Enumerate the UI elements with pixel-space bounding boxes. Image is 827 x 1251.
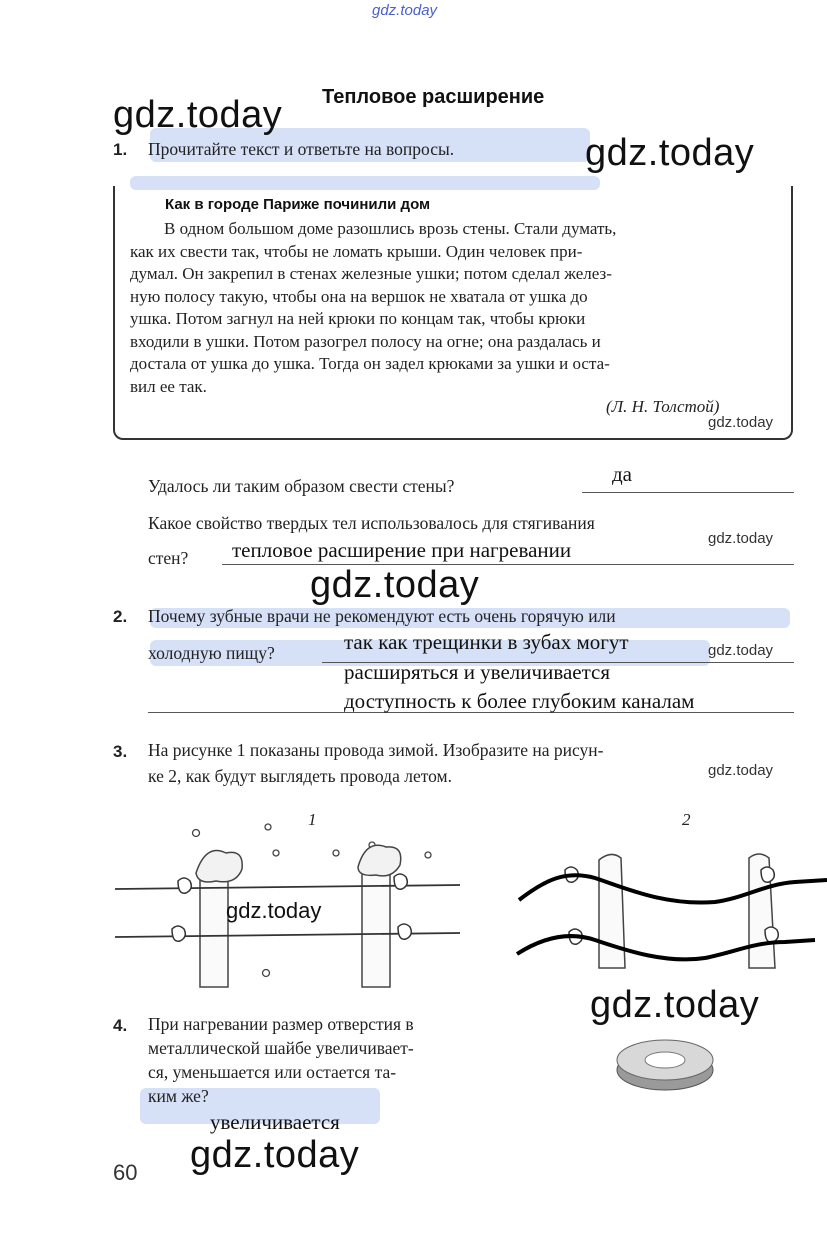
story-line: вил ее так. — [130, 376, 207, 396]
story-text — [130, 218, 774, 398]
question-text: Почему зубные врачи не рекомендуют есть очень горячую или — [148, 606, 616, 626]
question-text: Прочитайте текст и ответьте на вопросы. — [148, 139, 455, 159]
watermark-small: gdz.today — [708, 530, 774, 547]
page-number: 60 — [113, 1160, 138, 1185]
story-line: ную полосу такую, чтобы она на вершок не хватала от ушка до — [130, 286, 588, 306]
watermark-large: gdz.today — [590, 984, 760, 1026]
question-number: 3. — [113, 742, 128, 761]
figure-2-label: 2 — [682, 810, 691, 829]
watermark-top: gdz.today — [372, 2, 438, 19]
handwritten-answer: доступность к более глубоким каналам — [344, 689, 695, 713]
story-line: достала от ушка до ушка. Тогда он задел крюками за ушки и оста- — [130, 354, 610, 373]
story-line: В одном большом доме разошлись врозь стены. Стали думать, — [164, 219, 617, 238]
handwritten-answer: расширяться и увеличивается — [344, 660, 611, 684]
story-author: (Л. Н. Толстой) — [606, 397, 720, 416]
question-text: ке 2, как будут выглядеть провода летом. — [148, 766, 453, 786]
watermark-large: gdz.today — [190, 1134, 360, 1176]
question-text: металлической шайбе увеличивает- — [148, 1038, 414, 1058]
question-text: ким же? — [148, 1086, 209, 1106]
story-title: Как в городе Париже починили дом — [165, 196, 431, 213]
handwritten-answer: тепловое расширение при нагревании — [232, 538, 572, 562]
handwritten-answer: так как трещинки в зубах могут — [344, 630, 629, 654]
watermark-medium: gdz.today — [226, 898, 322, 923]
question-text: При нагревании размер отверстия в — [148, 1014, 414, 1034]
handwritten-answer: да — [612, 462, 633, 486]
watermark-large: gdz.today — [310, 564, 480, 606]
story-line: как их свести так, чтобы не ломать крыши. Один человек при- — [130, 241, 583, 261]
watermark-large: gdz.today — [585, 132, 755, 174]
story-line: входили в ушки. Потом разогрел полосу на огне; она раздалась и — [130, 331, 601, 351]
question-text: холодную пищу? — [148, 643, 275, 663]
subquestion-text: Какое свойство твердых тел использовалось для стягивания — [148, 513, 595, 533]
figure-2-summer-wires — [515, 840, 827, 970]
washer-illustration — [610, 1030, 720, 1100]
story-line: ушка. Потом загнул на ней крюки по концам так, чтобы крюки — [130, 309, 586, 328]
handwritten-answer: увеличивается — [210, 1110, 340, 1134]
watermark-small: gdz.today — [708, 642, 774, 659]
story-line: думал. Он закрепил в стенах железные ушки; потом сделал желез- — [130, 264, 612, 283]
watermark-small: gdz.today — [708, 762, 774, 779]
section-title: Тепловое расширение — [322, 86, 545, 108]
question-number: 1. — [113, 140, 128, 159]
subquestion-text: Удалось ли таким образом свести стены? — [148, 476, 455, 496]
question-number: 2. — [113, 607, 128, 626]
question-text: На рисунке 1 показаны провода зимой. Изобразите на рисун- — [148, 740, 604, 760]
watermark-large: gdz.today — [113, 94, 283, 136]
figure-1-label: 1 — [308, 810, 317, 829]
watermark-small: gdz.today — [708, 414, 774, 431]
question-text: ся, уменьшается или остается та- — [148, 1062, 397, 1082]
question-number: 4. — [113, 1016, 128, 1035]
subquestion-text: стен? — [148, 548, 189, 568]
